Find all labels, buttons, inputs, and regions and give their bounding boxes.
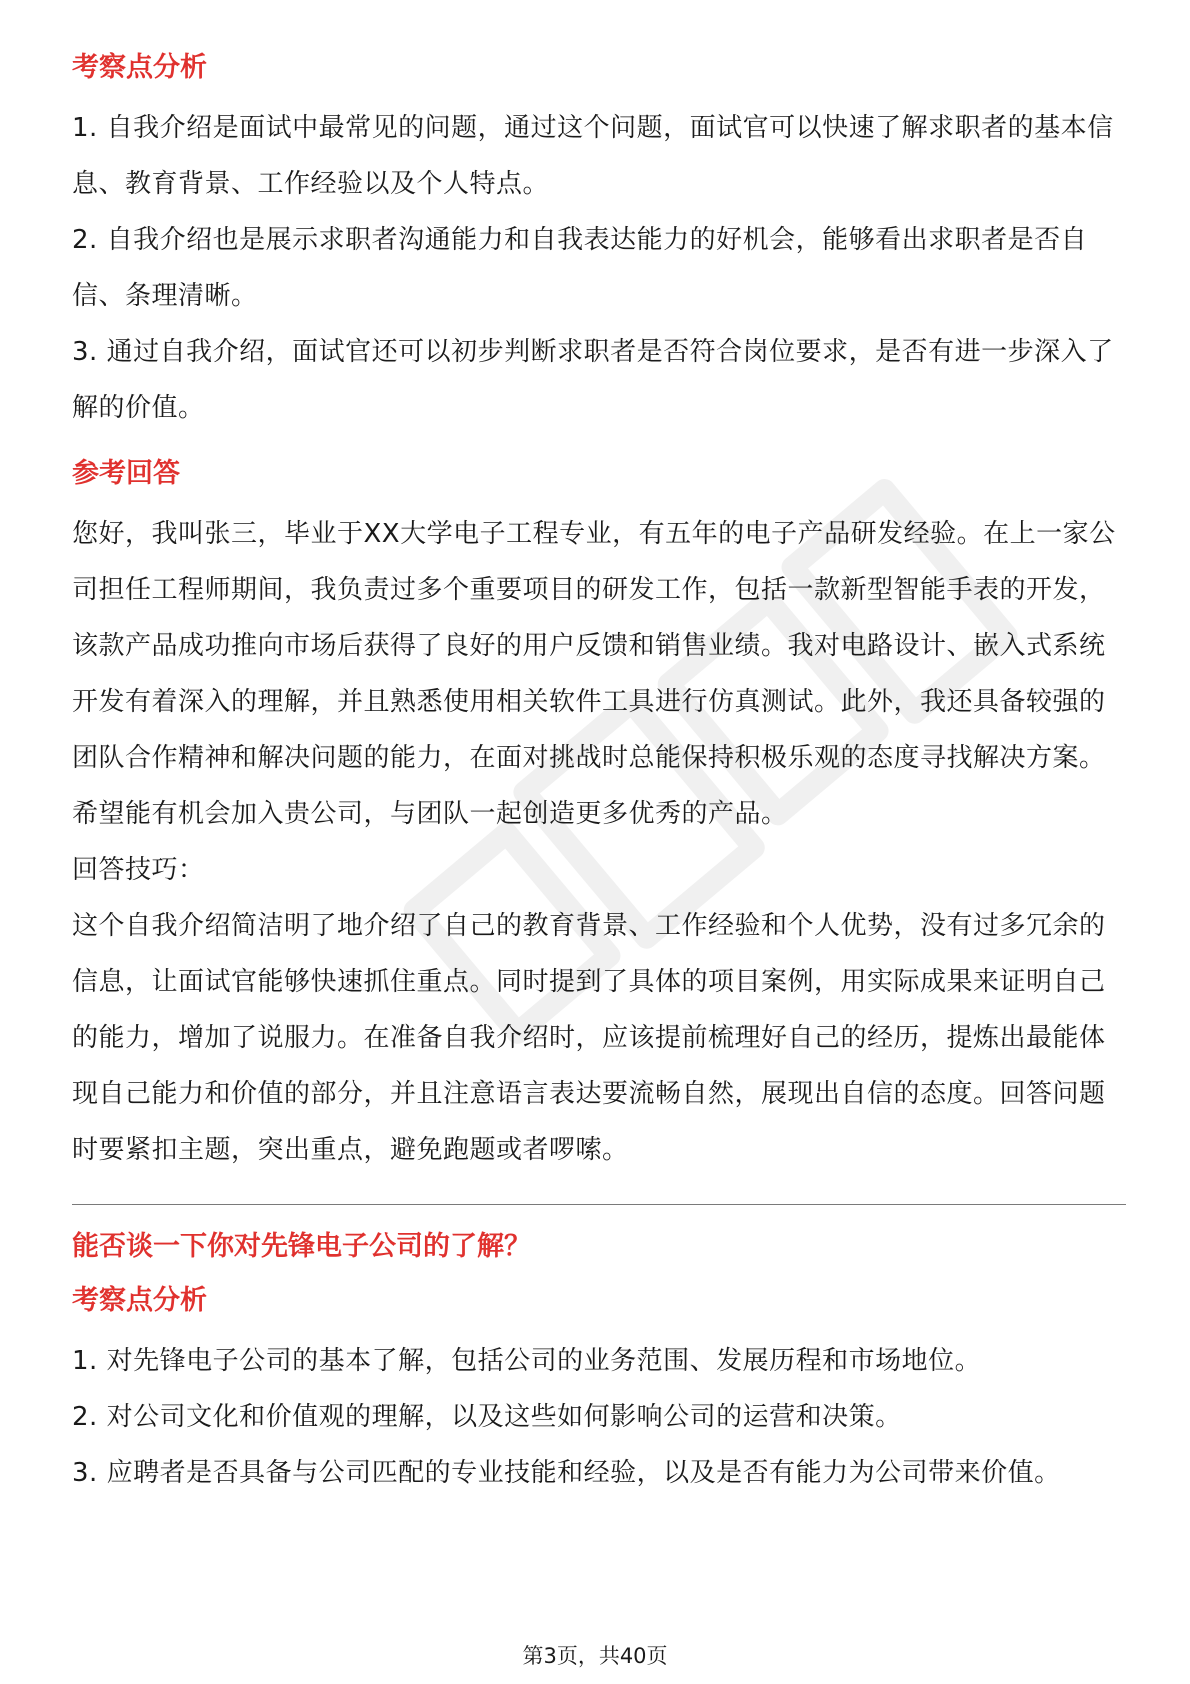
- page-number: 第3页，共40页: [522, 1644, 668, 1668]
- tips-label: 回答技巧：: [72, 855, 205, 885]
- divider: [72, 1204, 1126, 1205]
- analysis-point-3: 3. 通过自我介绍，面试官还可以初步判断求职者是否符合岗位要求，是否有进一步深入了解的价值。: [72, 337, 1114, 423]
- reference-answer: 您好，我叫张三，毕业于XX大学电子工程专业，有五年的电子产品研发经验。在上一家公司担任工程师期间，我负责过多个重要项目的研发工作，包括一款新型智能手表的开发，该款产品成功推向市场后获得了良好的用户反馈和销售业绩。我对电路设计、嵌入式系统开发有着深入的理解，并且熟悉使用相关软件工具进行仿真测试。此外，我还具备较强的团队合作精神和解决问题的能力，在面对挑战时总能保持积极乐观的态度寻找解决方案。希望能有机会加入贵公司，与团队一起创造更多优秀的产品。: [72, 519, 1116, 829]
- page-content: [72, 48, 1126, 1501]
- section-heading-answer: 参考回答: [72, 458, 180, 489]
- analysis-point-1: 1. 自我介绍是面试中最常见的问题，通过这个问题，面试官可以快速了解求职者的基本信息、教育背景、工作经验以及个人特点。: [72, 113, 1114, 199]
- question2-heading-analysis: 考察点分析: [72, 1285, 207, 1316]
- question-title: 能否谈一下你对先锋电子公司的了解？: [72, 1231, 531, 1262]
- q2-point-1: 1. 对先锋电子公司的基本了解，包括公司的业务范围、发展历程和市场地位。: [72, 1346, 982, 1376]
- section-heading-analysis: 考察点分析: [72, 52, 207, 83]
- q2-point-3: 3. 应聘者是否具备与公司匹配的专业技能和经验，以及是否有能力为公司带来价值。: [72, 1458, 1061, 1488]
- q2-point-2: 2. 对公司文化和价值观的理解，以及这些如何影响公司的运营和决策。: [72, 1402, 902, 1432]
- tips-text: 这个自我介绍简洁明了地介绍了自己的教育背景、工作经验和个人优势，没有过多冗余的信息，让面试官能够快速抓住重点。同时提到了具体的项目案例，用实际成果来证明自己的能力，增加了说服力。在准备自我介绍时，应该提前梳理好自己的经历，提炼出最能体现自己能力和价值的部分，并且注意语言表达要流畅自然，展现出自信的态度。回答问题时要紧扣主题，突出重点，避免跑题或者啰嗦。: [72, 911, 1106, 1165]
- analysis-point-2: 2. 自我介绍也是展示求职者沟通能力和自我表达能力的好机会，能够看出求职者是否自信、条理清晰。: [72, 225, 1088, 311]
